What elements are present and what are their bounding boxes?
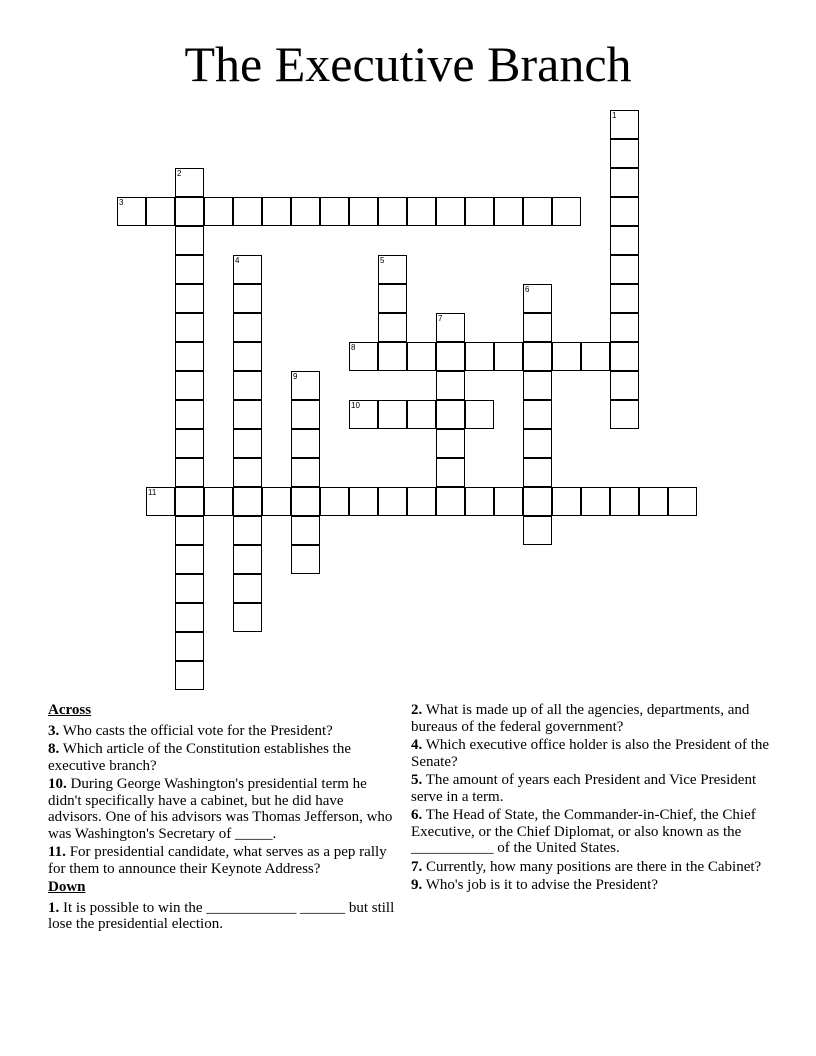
grid-cell[interactable] (610, 226, 639, 255)
grid-cell[interactable] (233, 197, 262, 226)
clue-down-7 (411, 859, 781, 876)
clue-text: The amount of years each President and Vice President serve in a term. (411, 772, 757, 805)
grid-cell[interactable] (349, 342, 378, 371)
clue-across-8 (48, 741, 400, 774)
clue-across-3 (48, 723, 400, 740)
grid-cell[interactable] (117, 197, 146, 226)
grid-cell[interactable] (378, 197, 407, 226)
grid-cell[interactable] (523, 487, 552, 516)
grid-cell[interactable] (436, 313, 465, 342)
grid-cell[interactable] (407, 400, 436, 429)
clue-text: It is possible to win the ____________ ______ but still lose the presidential election. (48, 899, 395, 932)
grid-cell[interactable] (465, 197, 494, 226)
grid-cell[interactable] (175, 574, 204, 603)
grid-cell[interactable] (436, 342, 465, 371)
grid-cell[interactable] (262, 487, 291, 516)
grid-cell[interactable] (436, 458, 465, 487)
grid-cell[interactable] (610, 342, 639, 371)
grid-cell[interactable] (378, 284, 407, 313)
clue-text: For presidential candidate, what serves as a pep rally for them to announce their Keynote Address? (48, 844, 387, 877)
grid-cell[interactable] (610, 400, 639, 429)
clue-number: 6. (411, 807, 423, 823)
grid-cell[interactable] (407, 487, 436, 516)
grid-cell[interactable] (349, 197, 378, 226)
grid-cell[interactable] (233, 574, 262, 603)
clue-text: Who casts the official vote for the President? (62, 722, 333, 739)
grid-cell[interactable] (610, 371, 639, 400)
grid-cell[interactable] (581, 342, 610, 371)
cell-number: 10 (351, 401, 360, 410)
grid-cell[interactable] (146, 197, 175, 226)
grid-cell[interactable] (262, 197, 291, 226)
clue-text: Currently, how many positions are there in the Cabinet? (426, 858, 762, 875)
grid-cell[interactable] (233, 603, 262, 632)
grid-cell[interactable] (523, 458, 552, 487)
grid-cell[interactable] (378, 313, 407, 342)
grid-cell[interactable] (233, 516, 262, 545)
grid-cell[interactable] (291, 429, 320, 458)
clue-number: 7. (411, 858, 423, 875)
grid-cell[interactable] (494, 342, 523, 371)
clue-number: 2. (411, 702, 423, 718)
grid-cell[interactable] (523, 371, 552, 400)
grid-cell[interactable] (378, 255, 407, 284)
grid-cell[interactable] (204, 487, 233, 516)
grid-cell[interactable] (320, 197, 349, 226)
grid-cell[interactable] (291, 197, 320, 226)
grid-cell[interactable] (465, 487, 494, 516)
grid-cell[interactable] (436, 429, 465, 458)
grid-cell[interactable] (610, 197, 639, 226)
grid-cell[interactable] (175, 342, 204, 371)
cell-number: 7 (438, 314, 443, 323)
grid-cell[interactable] (407, 342, 436, 371)
grid-cell[interactable] (233, 458, 262, 487)
grid-cell[interactable] (175, 545, 204, 574)
grid-cell[interactable] (552, 197, 581, 226)
grid-cell[interactable] (233, 545, 262, 574)
clue-number: 11. (48, 844, 66, 860)
grid-cell[interactable] (233, 342, 262, 371)
clue-text: The Head of State, the Commander-in-Chief, the Chief Executive, or the Chief Diplomat, or also known as the ___________ of the United States. (411, 807, 756, 856)
grid-cell[interactable] (233, 487, 262, 516)
grid-cell[interactable] (175, 603, 204, 632)
cell-number: 9 (293, 372, 298, 381)
grid-cell[interactable] (436, 371, 465, 400)
grid-cell[interactable] (175, 371, 204, 400)
grid-cell[interactable] (233, 429, 262, 458)
cell-number: 3 (119, 198, 124, 207)
clue-number: 4. (411, 737, 423, 753)
cell-number: 1 (612, 111, 617, 120)
clue-down-9 (411, 877, 781, 894)
cell-number: 8 (351, 343, 356, 352)
grid-cell[interactable] (175, 661, 204, 690)
grid-cell[interactable] (436, 487, 465, 516)
grid-cell[interactable] (320, 487, 349, 516)
clues-right-column (411, 702, 781, 896)
clue-down-6 (411, 807, 781, 857)
grid-cell[interactable] (436, 197, 465, 226)
grid-cell[interactable] (494, 487, 523, 516)
grid-cell[interactable] (175, 284, 204, 313)
grid-cell[interactable] (291, 487, 320, 516)
grid-cell[interactable] (552, 487, 581, 516)
cell-number: 6 (525, 285, 530, 294)
grid-cell[interactable] (349, 400, 378, 429)
grid-cell[interactable] (407, 197, 436, 226)
grid-cell[interactable] (378, 487, 407, 516)
clue-number: 3. (48, 722, 60, 739)
grid-cell[interactable] (523, 197, 552, 226)
grid-cell[interactable] (175, 632, 204, 661)
grid-cell[interactable] (523, 429, 552, 458)
grid-cell[interactable] (436, 400, 465, 429)
grid-cell[interactable] (639, 487, 668, 516)
grid-cell[interactable] (668, 487, 697, 516)
grid-cell[interactable] (291, 458, 320, 487)
grid-cell[interactable] (233, 284, 262, 313)
grid-cell[interactable] (610, 487, 639, 516)
cell-number: 11 (148, 488, 157, 497)
grid-cell[interactable] (175, 168, 204, 197)
cell-number: 5 (380, 256, 385, 265)
grid-cell[interactable] (465, 342, 494, 371)
grid-cell[interactable] (523, 284, 552, 313)
clue-text: Which executive office holder is also the President of the Senate? (411, 737, 770, 770)
cell-number: 2 (177, 169, 182, 178)
clue-number: 1. (48, 899, 60, 916)
puzzle-title: The Executive Branch (184, 36, 632, 92)
clues-left-column (48, 702, 400, 935)
grid-cell[interactable] (291, 516, 320, 545)
grid-cell[interactable] (291, 400, 320, 429)
grid-cell[interactable] (523, 313, 552, 342)
clue-text: Which article of the Constitution establishes the executive branch? (48, 741, 352, 774)
grid-cell[interactable] (465, 400, 494, 429)
grid-cell[interactable] (523, 516, 552, 545)
grid-cell[interactable] (175, 429, 204, 458)
clue-down-1 (48, 900, 400, 933)
grid-cell[interactable] (610, 168, 639, 197)
clue-number: 10. (48, 776, 67, 792)
grid-cell[interactable] (204, 197, 233, 226)
grid-cell[interactable] (610, 139, 639, 168)
down-heading: Down (48, 879, 86, 895)
grid-cell[interactable] (146, 487, 175, 516)
grid-cell[interactable] (233, 400, 262, 429)
grid-cell[interactable] (175, 197, 204, 226)
grid-cell[interactable] (378, 342, 407, 371)
clue-number: 9. (411, 877, 423, 893)
grid-cell[interactable] (175, 487, 204, 516)
clue-text: What is made up of all the agencies, departments, and bureaus of the federal government? (411, 702, 750, 735)
grid-cell[interactable] (378, 400, 407, 429)
grid-cell[interactable] (349, 487, 378, 516)
grid-cell[interactable] (552, 342, 581, 371)
grid-cell[interactable] (610, 284, 639, 313)
grid-cell[interactable] (233, 313, 262, 342)
grid-cell[interactable] (610, 110, 639, 139)
grid-cell[interactable] (175, 458, 204, 487)
grid-cell[interactable] (175, 516, 204, 545)
grid-cell[interactable] (233, 255, 262, 284)
clue-across-10 (48, 776, 400, 842)
clue-text: Who's job is it to advise the President? (425, 877, 658, 893)
grid-cell[interactable] (175, 255, 204, 284)
grid-cell[interactable] (494, 197, 523, 226)
grid-cell[interactable] (610, 255, 639, 284)
clue-down-2 (411, 702, 781, 735)
grid-cell[interactable] (523, 400, 552, 429)
grid-cell[interactable] (291, 545, 320, 574)
grid-cell[interactable] (175, 226, 204, 255)
clue-number: 8. (48, 741, 60, 757)
clue-number: 5. (411, 772, 423, 788)
grid-cell[interactable] (175, 400, 204, 429)
grid-cell[interactable] (610, 313, 639, 342)
grid-cell[interactable] (523, 342, 552, 371)
clue-across-11 (48, 844, 400, 877)
cell-number: 4 (235, 256, 240, 265)
grid-cell[interactable] (581, 487, 610, 516)
grid-cell[interactable] (233, 371, 262, 400)
clue-text: During George Washington's presidential term he didn't specifically have a cabinet, but he did have advisors. One of his advisors was Thomas Jefferson, who was Washington's Secretary of _____. (48, 776, 393, 842)
grid-cell[interactable] (175, 313, 204, 342)
clue-down-5 (411, 772, 781, 805)
clue-down-4 (411, 737, 781, 770)
grid-cell[interactable] (291, 371, 320, 400)
across-heading: Across (48, 702, 92, 718)
